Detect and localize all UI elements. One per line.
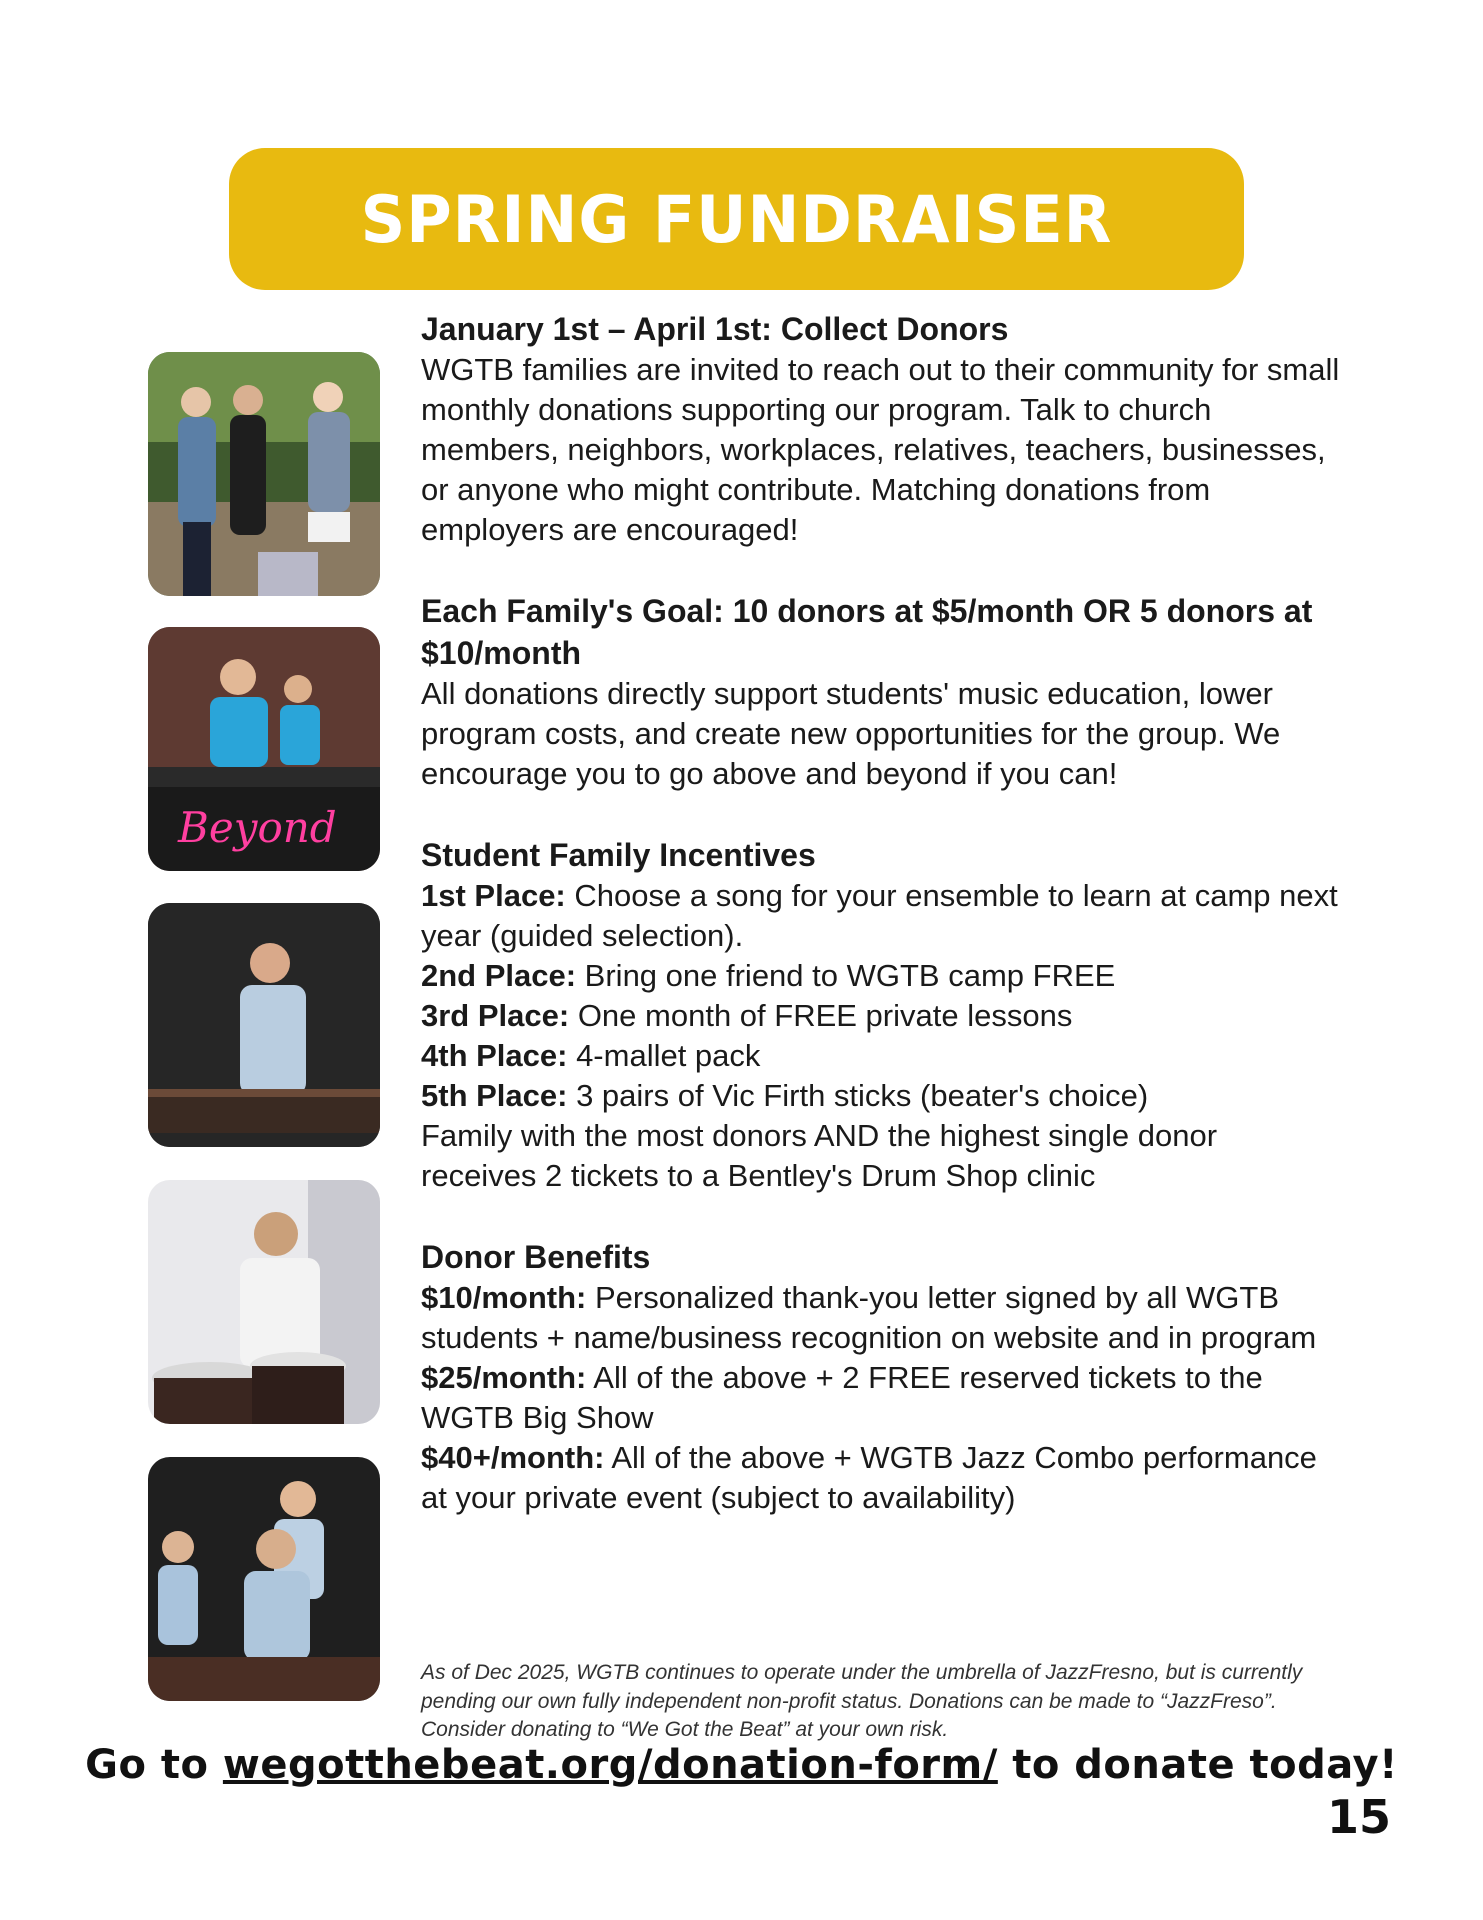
incentive-text: 4-mallet pack [567, 1038, 761, 1073]
cta-suffix: to donate today! [997, 1742, 1398, 1788]
donation-form-link[interactable]: wegotthebeat.org/donation-form/ [222, 1742, 998, 1788]
incentive-label: 5th Place: [421, 1078, 568, 1113]
page-title: SPRING FUNDRAISER [360, 180, 1113, 258]
benefit-label: $25/month: [421, 1360, 587, 1395]
incentive-text: One month of FREE private lessons [569, 998, 1073, 1033]
beyond-sign-text: Beyond [178, 803, 337, 852]
incentive-label: 1st Place: [421, 878, 566, 913]
title-banner [229, 148, 1244, 290]
incentives-heading: Student Family Incentives [421, 837, 816, 873]
boy-playing-vibraphone-photo [148, 903, 380, 1147]
boy-playing-congas-photo [148, 1180, 380, 1424]
benefit-item [421, 1278, 1341, 1358]
nonprofit-status-note: As of Dec 2025, WGTB continues to operate under the umbrella of JazzFresno, but is currently pending our own fully independent non-profit status. Donations can be made to “JazzFreso”. Consider donating to “We Got the Beat” at your own risk. [421, 1661, 1303, 1741]
cta-prefix: Go to [85, 1742, 223, 1788]
benefit-text: All of the above + 2 FREE reserved tickets to the WGTB Big Show [421, 1360, 1263, 1435]
benefit-item [421, 1438, 1341, 1518]
incentive-text: Bring one friend to WGTB camp FREE [576, 958, 1116, 993]
collect-donors-heading: January 1st – April 1st: Collect Donors [421, 311, 1009, 347]
incentive-item [421, 996, 1341, 1036]
incentive-text: Choose a song for your ensemble to learn at camp next year (guided selection). [421, 878, 1338, 953]
student-playing-marimba-photo [148, 627, 380, 871]
incentive-extra: Family with the most donors AND the highest single donor receives 2 tickets to a Bentley's Drum Shop clinic [421, 1118, 1218, 1193]
benefit-label: $40+/month: [421, 1440, 605, 1475]
benefit-label: $10/month: [421, 1280, 587, 1315]
incentive-item [421, 956, 1341, 996]
incentive-item [421, 876, 1341, 956]
main-content [421, 308, 1341, 1558]
donor-benefits-heading: Donor Benefits [421, 1239, 651, 1275]
incentives-section [421, 834, 1341, 1196]
incentive-text: 3 pairs of Vic Firth sticks (beater's choice) [567, 1078, 1149, 1113]
benefit-text: Personalized thank-you letter signed by all WGTB students + name/business recognition on website and in program [421, 1280, 1317, 1355]
incentive-item [421, 1076, 1341, 1116]
incentive-label: 3rd Place: [421, 998, 570, 1033]
benefit-text: All of the above + WGTB Jazz Combo performance at your private event (subject to availability) [421, 1440, 1317, 1515]
donate-call-to-action [0, 1742, 1483, 1788]
collect-donors-section [421, 308, 1341, 550]
family-goal-heading: Each Family's Goal: 10 donors at $5/month OR 5 donors at $10/month [421, 593, 1313, 671]
benefit-item [421, 1358, 1341, 1438]
incentive-label: 2nd Place: [421, 958, 577, 993]
students-playing-marimba-photo [148, 1457, 380, 1701]
donor-benefits-section [421, 1236, 1341, 1518]
students-outdoors-photo [148, 352, 380, 596]
incentive-label: 4th Place: [421, 1038, 568, 1073]
incentive-item [421, 1036, 1341, 1076]
page-number: 15 [1326, 1790, 1391, 1844]
collect-donors-body: WGTB families are invited to reach out to their community for small monthly donations supporting our program. Talk to church members, neighbors, workplaces, relatives, teachers, businesses, or anyone who might contribute. Matching donations from employers are encouraged! [421, 352, 1340, 547]
family-goal-body: All donations directly support students' music education, lower program costs, and create new opportunities for the group. We encourage you to go above and beyond if you can! [421, 676, 1281, 791]
family-goal-section [421, 590, 1341, 794]
